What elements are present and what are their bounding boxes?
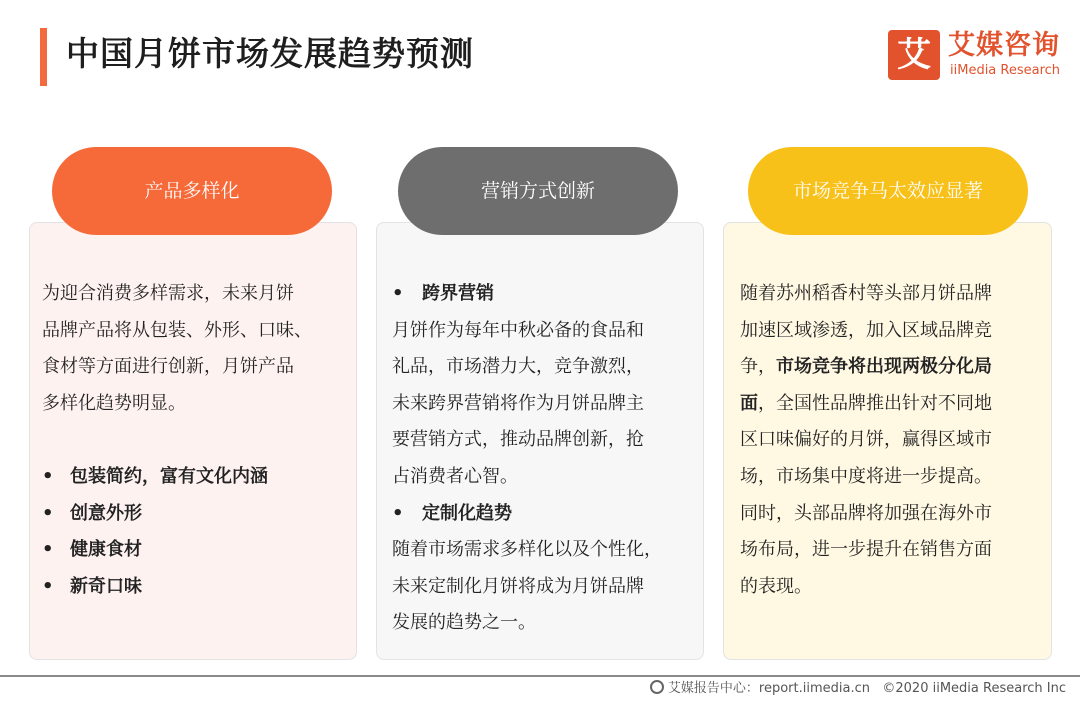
paragraph-line: 发展的趋势之一。 [392, 612, 536, 634]
paragraph-line: 品牌产品将从包装、外形、口味、 [42, 319, 312, 341]
card-heading-product-diversification: 产品多样化 [52, 147, 332, 235]
paragraph-text: 争， [740, 356, 776, 378]
paragraph-line: 多样化趋势明显。 [42, 392, 186, 414]
title-accent-bar [40, 28, 47, 86]
paragraph-line: 加速区域渗透，加入区域品牌竞 [740, 319, 992, 341]
paragraph-line: 随着苏州稻香村等头部月饼品牌 [740, 283, 992, 304]
paragraph-line: 为迎合消费多样需求，未来月饼 [42, 283, 294, 304]
list-item: • 包装简约，富有文化内涵 [42, 459, 352, 496]
paragraph-line: 未来跨界营销将作为月饼品牌主 [392, 392, 644, 414]
card-2-body [392, 276, 704, 642]
paragraph-line: 礼品，市场潜力大，竞争激烈， [392, 356, 644, 378]
highlight-text: 面 [740, 392, 758, 414]
globe-icon [650, 680, 664, 694]
paragraph-line: 食材等方面进行创新，月饼产品 [42, 356, 294, 378]
iimedia-logo [888, 30, 1068, 86]
paragraph-line: 未来定制化月饼将成为月饼品牌 [392, 575, 644, 597]
logo-name-en: iiMedia Research [950, 63, 1061, 78]
footer-divider [0, 675, 1080, 677]
paragraph-line: 随着市场需求多样化以及个性化， [392, 539, 662, 561]
paragraph-line: 同时，头部品牌将加强在海外市 [740, 502, 992, 524]
footer-source-label: 艾媒报告中心： [667, 681, 759, 696]
paragraph-line [740, 349, 1050, 386]
paragraph-line [740, 386, 1050, 423]
footer-source-url[interactable]: report.iimedia.cn [758, 681, 870, 696]
list-item: • 新奇口味 [42, 569, 352, 606]
paragraph-line: 占消费者心智。 [392, 465, 518, 487]
paragraph-line: 场，市场集中度将进一步提高。 [740, 465, 992, 487]
paragraph-line: 的表现。 [740, 575, 812, 597]
logo-mark-icon: 艾 [888, 30, 940, 80]
footer [650, 679, 1066, 699]
footer-copyright: ©2020 iiMedia Research Inc [882, 681, 1066, 696]
highlight-text: 市场竞争将出现两极分化局 [776, 356, 992, 378]
page-title: 中国月饼市场发展趋势预测 [66, 34, 474, 73]
logo-name-cn: 艾媒咨询 [948, 30, 1060, 61]
card-3-body [740, 276, 1050, 605]
paragraph-line: 区口味偏好的月饼，赢得区域市 [740, 429, 992, 451]
card-heading-matthew-effect: 市场竞争马太效应显著 [748, 147, 1028, 235]
paragraph-line: 场布局，进一步提升在销售方面 [740, 539, 992, 561]
paragraph-text: ，全国性品牌推出针对不同地 [758, 392, 992, 414]
list-item: • 创意外形 [42, 496, 352, 533]
section-subtitle: • 跨界营销 [392, 276, 704, 313]
card-1-body [42, 276, 352, 605]
card-heading-marketing-innovation: 营销方式创新 [398, 147, 678, 235]
paragraph-line: 月饼作为每年中秋必备的食品和 [392, 319, 644, 341]
section-subtitle: • 定制化趋势 [392, 496, 704, 533]
list-item: • 健康食材 [42, 532, 352, 569]
paragraph-line: 要营销方式，推动品牌创新，抢 [392, 429, 644, 451]
